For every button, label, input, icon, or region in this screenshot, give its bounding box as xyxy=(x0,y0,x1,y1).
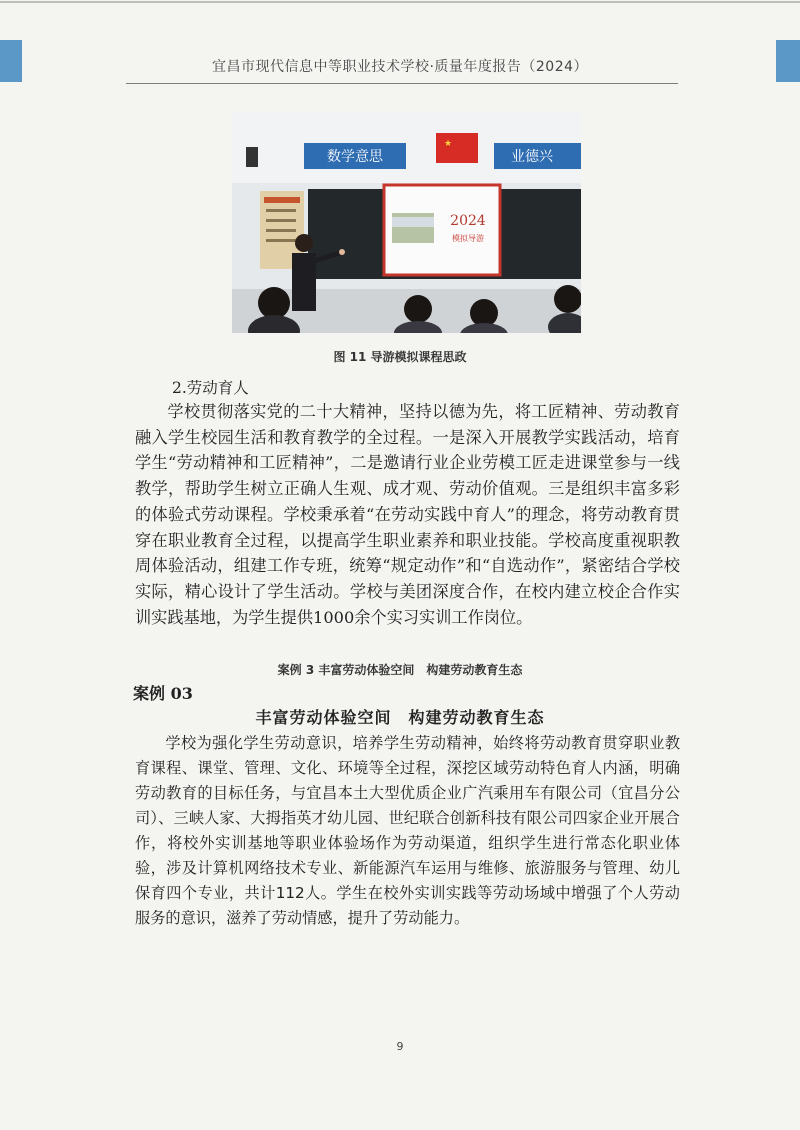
classroom-photo xyxy=(232,113,581,333)
screen-year: 2024 xyxy=(450,213,486,229)
figure-caption: 图 11 导游模拟课程思政 xyxy=(333,350,467,364)
section-title: 2.劳动育人 xyxy=(172,379,249,397)
banner-left-text: 数学意思 xyxy=(327,149,383,165)
banner-right-text: 业德兴 xyxy=(511,149,553,165)
case-label: 案例 03 xyxy=(133,684,193,703)
screen-text: 模拟导游 xyxy=(452,234,484,243)
header-rule xyxy=(126,83,678,84)
teacher-head xyxy=(295,234,313,252)
teacher-body xyxy=(292,253,316,311)
running-header: 宜昌市现代信息中等职业技术学校·质量年度报告（2024） xyxy=(211,59,589,75)
flag xyxy=(436,133,478,163)
case-paragraph: 学校为强化学生劳动意识，培养学生劳动精神，始终将劳动教育贯穿职业教育课程、课堂、管理、文化、环境等全过程，深挖区域劳动特色育人内涵，明确劳动教育的目标任务，与宜昌本土大型优质企业广汽乘用车有限公司（宜昌分公司）、三峡人家、大拇指英才幼儿园、世纪联合创新科技有限公司四家企业开展合作，将校外实训基地等职业体验场作为劳动渠道，组织学生进行常态化职业体验，涉及计算机网络技术专业、新能源汽车运用与维修、旅游服务与管理、幼儿保育四个专业，共计112人。学生在校外实训实践等劳动场域中增强了个人劳动服务的意识，滋养了劳动情感，提升了劳动能力。 xyxy=(135,734,680,927)
case-title: 丰富劳动体验空间 构建劳动教育生态 xyxy=(255,708,545,727)
case-caption: 案例 3 丰富劳动体验空间 构建劳动教育生态 xyxy=(277,663,523,677)
section-paragraph: 学校贯彻落实党的二十大精神，坚持以德为先，将工匠精神、劳动教育融入学生校园生活和教育教学的全过程。一是深入开展教学实践活动，培育学生“劳动精神和工匠精神”，二是邀请行业企业劳模工匠走进课堂参与一线教学，帮助学生树立正确人生观、成才观、劳动价值观。三是组织丰富多彩的体验式劳动课程。学校秉承着“在劳动实践中育人”的理念，将劳动教育贯穿在职业教育全过程，以提高学生职业素养和职业技能。学校高度重视职教周体验活动，组建工作专班，统筹“规定动作”和“自选动作”，紧密结合学校实际，精心设计了学生活动。学校与美团深度合作，在校内建立校企合作实训实践基地，为学生提供1000余个实习实训工作岗位。 xyxy=(135,402,680,627)
scan-top-edge xyxy=(0,1,800,3)
svg-text:★: ★ xyxy=(444,139,453,149)
header-tab-left xyxy=(0,40,22,82)
page-number: 9 xyxy=(396,1040,404,1053)
header-tab-right xyxy=(776,40,800,82)
